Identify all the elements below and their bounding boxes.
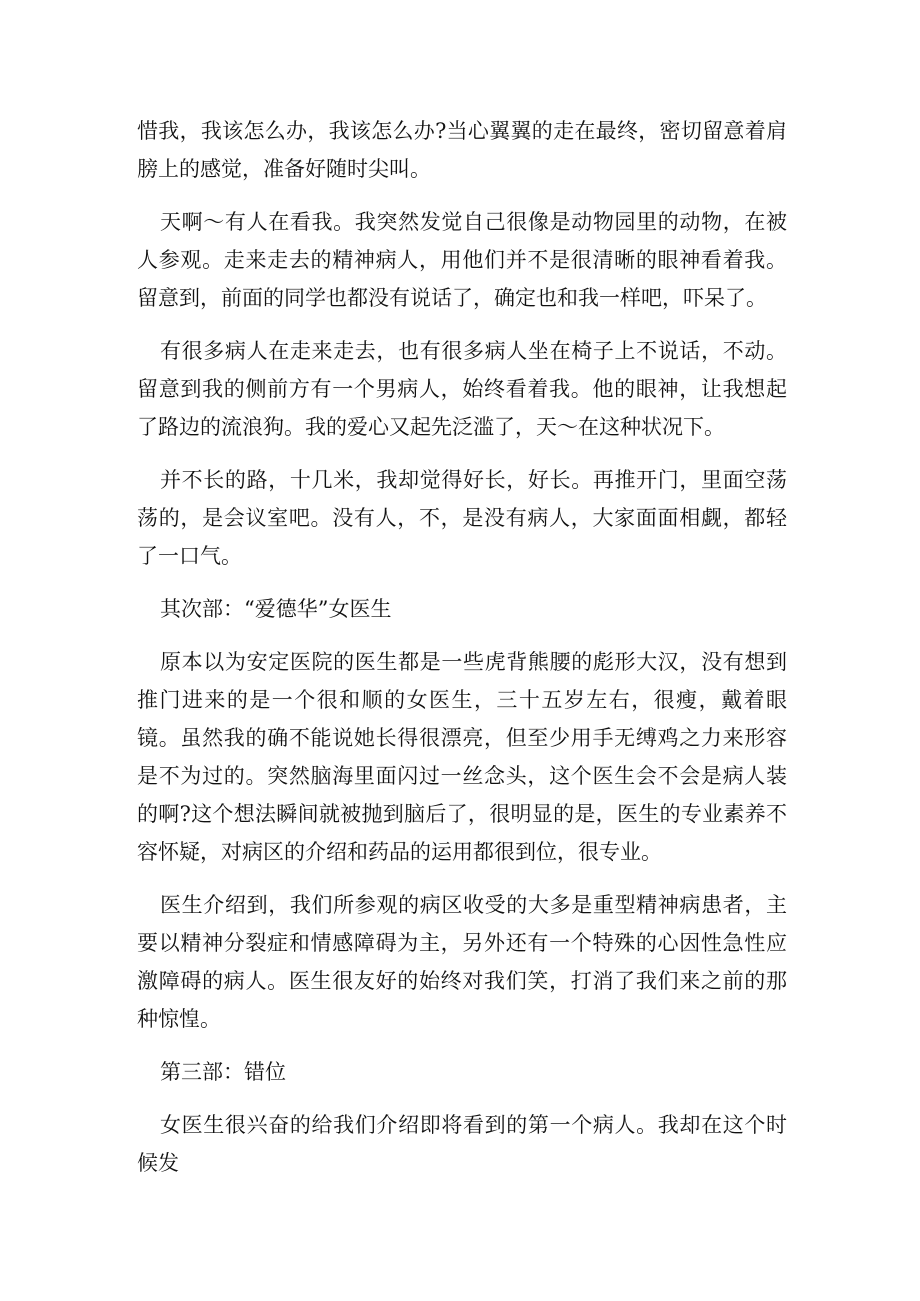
paragraph-7: 女医生很兴奋的给我们介绍即将看到的第一个病人。我却在这个时候发	[137, 1113, 787, 1175]
paragraph-1: 惜我，我该怎么办，我该怎么办?当心翼翼的走在最终，密切留意着肩膀上的感觉，准备好随时尖叫。	[137, 119, 787, 181]
paragraph-3: 有很多病人在走来走去，也有很多病人坐在椅子上不说话，不动。留意到我的侧前方有一个男病人，始终看着我。他的眼神，让我想起了路边的流浪狗。我的爱心又起先泛滥了，天～在这种状况下。	[137, 339, 787, 439]
section-heading-3: 第三部：错位	[160, 1060, 286, 1084]
paragraph-2: 天啊～有人在看我。我突然发觉自己很像是动物园里的动物，在被人参观。走来走去的精神病人，用他们并不是很清晰的眼神看着我。留意到，前面的同学也都没有说话了，确定也和我一样吧，吓呆了。	[137, 210, 787, 310]
paragraph-4: 并不长的路，十几米，我却觉得好长，好长。再推开门，里面空荡荡的，是会议室吧。没有人，不，是没有病人，大家面面相觑，都轻了一口气。	[137, 468, 787, 568]
section-heading-2: 其次部：“爱德华”女医生	[160, 597, 392, 621]
paragraph-5: 原本以为安定医院的医生都是一些虎背熊腰的彪形大汉，没有想到推门进来的是一个很和顺的女医生，三十五岁左右，很瘦，戴着眼镜。虽然我的确不能说她长得很漂亮，但至少用手无缚鸡之力来形容是不为过的。突然脑海里面闪过一丝念头，这个医生会不会是病人装的啊?这个想法瞬间就被抛到脑后了，很明显的是，医生的专业素养不容怀疑，对病区的介绍和药品的运用都很到位，很专业。	[137, 650, 787, 864]
paragraph-6: 医生介绍到，我们所参观的病区收受的大多是重型精神病患者，主要以精神分裂症和情感障碍为主，另外还有一个特殊的心因性急性应激障碍的病人。医生很友好的始终对我们笑，打消了我们来之前的那种惊惶。	[137, 893, 787, 1031]
document-body	[137, 112, 787, 1197]
